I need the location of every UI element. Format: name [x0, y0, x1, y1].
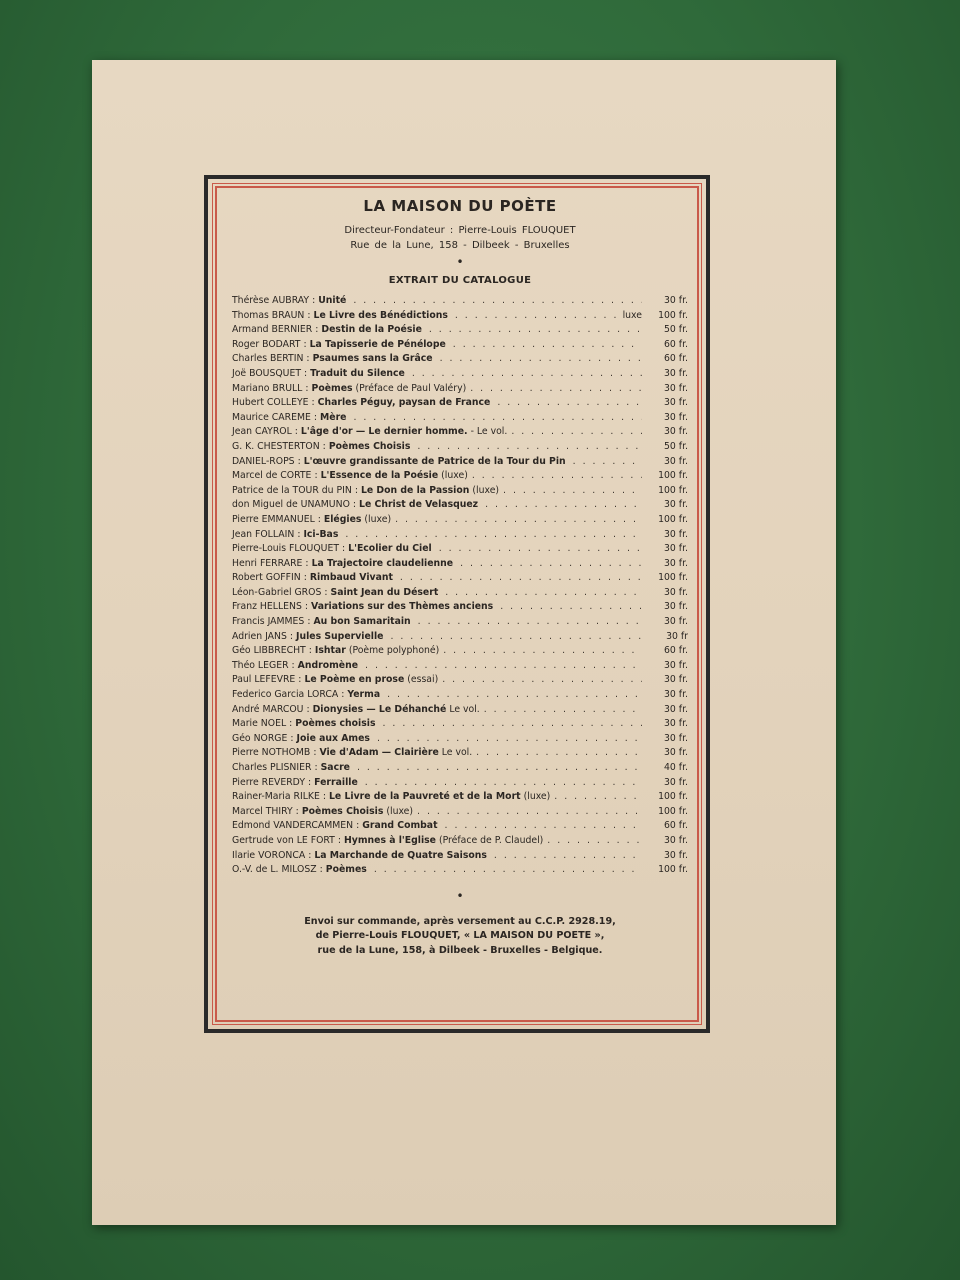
catalog-content [232, 197, 688, 958]
colon-separator: : [356, 820, 360, 832]
catalog-author: Charles PLISNIER [232, 762, 312, 773]
catalog-author: Edmond VANDERCAMMEN [232, 820, 354, 832]
catalog-work: Traduit du Silence [310, 367, 405, 379]
catalog-author: Franz HELLENS [232, 601, 302, 613]
bullet-divider: • [456, 255, 464, 269]
catalog-author: Thérèse AUBRAY [232, 295, 310, 306]
catalog-price: 30 fr. [664, 776, 688, 788]
colon-separator: : [303, 338, 307, 350]
catalog-entry [232, 485, 688, 500]
catalog-author: Géo LIBBRECHT [232, 645, 306, 657]
dot-leader [472, 747, 642, 758]
catalog-price: 30 fr. [664, 616, 688, 628]
colon-separator: : [307, 616, 311, 628]
catalog-note: (Préface de Paul Valéry) [355, 382, 467, 394]
catalog-price: 60 fr. [664, 820, 688, 832]
order-line-3: rue de la Lune, 158, à Dilbeek - Bruxelles - Belgique. [317, 944, 603, 956]
dot-leader [435, 543, 642, 554]
catalog-work: Psaumes sans la Grâce [312, 353, 433, 365]
catalog-price: 30 fr. [664, 411, 688, 423]
catalog-author: Maurice CAREME [232, 411, 311, 423]
catalog-author: Hubert COLLEYE [232, 397, 309, 409]
dot-leader [441, 820, 642, 831]
dot-leader [436, 353, 642, 364]
catalog-work: Ferraille [314, 776, 358, 788]
colon-separator: : [319, 864, 323, 876]
catalog-note: Le vol. [441, 747, 473, 759]
dot-leader [413, 806, 642, 817]
catalog-author: Marcel de CORTE [232, 470, 312, 482]
colon-separator: : [324, 586, 328, 598]
dot-leader [349, 412, 642, 423]
catalog-author: Marcel THIRY [232, 805, 293, 817]
colon-separator: : [337, 834, 341, 846]
catalog-author: André MARCOU [232, 703, 304, 715]
catalog-author: Armand BERNIER [232, 324, 313, 336]
catalog-entry [232, 689, 688, 704]
dot-leader [379, 718, 643, 729]
catalog-price: 30 fr. [664, 601, 688, 613]
catalog-work: Le Livre de la Pauvreté et de la Mort [329, 791, 521, 803]
catalog-author: Pierre EMMANUEL [232, 513, 315, 525]
catalog-author: Pierre-Louis FLOUQUET [232, 543, 340, 555]
catalog-work: Au bon Samaritain [313, 616, 411, 628]
catalog-author: Adrien JANS [232, 630, 287, 642]
catalog-work: Yerma [347, 689, 381, 701]
catalog-price: 50 fr. [664, 324, 688, 336]
colon-separator: : [291, 659, 295, 671]
catalog-entry [232, 295, 688, 310]
catalog-entry [232, 310, 688, 325]
catalog-work: Le Livre des Bénédictions [313, 309, 448, 321]
dot-leader [496, 601, 642, 612]
colon-separator: : [305, 557, 309, 569]
catalog-price: 30 fr. [664, 689, 688, 701]
colon-separator: : [313, 411, 318, 423]
colon-separator: : [308, 776, 312, 788]
colon-separator: : [294, 426, 298, 438]
catalog-entry [232, 543, 688, 558]
director-line: Directeur-Fondateur : Pierre-Louis FLOUQUET [344, 225, 576, 236]
colon-separator: : [314, 470, 318, 482]
colon-separator: : [354, 484, 358, 496]
dot-leader [481, 499, 642, 510]
catalog-work: Grand Combat [362, 820, 438, 832]
dot-leader [493, 397, 642, 408]
colon-separator: : [303, 572, 307, 584]
colon-separator: : [297, 455, 301, 467]
catalog-work: Poèmes Choisis [301, 805, 384, 817]
catalog-author: Roger BODART [232, 338, 301, 350]
catalog-work: Andromène [297, 659, 359, 671]
catalog-price: 30 fr. [664, 849, 688, 861]
catalog-work: Joie aux Ames [296, 732, 370, 744]
catalog-work: La Tapisserie de Pénélope [309, 338, 446, 350]
catalog-price: 100 fr. [658, 513, 688, 525]
catalog-work: Vie d'Adam — Clairière [319, 747, 439, 759]
catalog-author: Jean FOLLAIN [232, 528, 295, 540]
catalog-price: 30 fr. [664, 382, 688, 394]
dot-leader [414, 616, 642, 627]
catalog-work: L'Essence de la Poésie [320, 470, 439, 482]
colon-separator: : [304, 367, 308, 379]
colon-separator: : [342, 543, 346, 555]
catalog-entry [232, 762, 688, 777]
catalog-work: La Trajectoire claudelienne [311, 557, 454, 569]
dot-leader [408, 368, 642, 379]
catalog-work: L'œuvre grandissante de Patrice de la Tour du Pin [303, 455, 566, 467]
dot-leader [466, 383, 642, 394]
catalog-entry [232, 864, 688, 879]
colon-separator: : [311, 397, 315, 409]
catalog-note: (luxe) [472, 484, 500, 496]
catalog-entry [232, 499, 688, 514]
catalog-entry [232, 470, 688, 485]
catalog-work: Le Poème en prose [304, 674, 405, 686]
dot-leader [361, 660, 642, 671]
catalog-author: Robert GOFFIN [232, 572, 301, 584]
catalog-work: Elégies [323, 513, 362, 525]
catalog-entry [232, 514, 688, 529]
catalog-price: 100 fr. [658, 791, 688, 803]
catalog-price: 50 fr. [664, 440, 688, 452]
catalog-work: Saint Jean du Désert [330, 586, 439, 598]
catalog-work: L'Ecolier du Ciel [348, 543, 432, 555]
catalog-author: Géo NORGE [232, 732, 288, 744]
colon-separator: : [305, 382, 309, 394]
order-line-2: de Pierre-Louis FLOUQUET, « LA MAISON DU POETE », [315, 930, 605, 942]
catalog-price: 30 fr. [664, 295, 688, 306]
catalog-price: 100 fr. [658, 484, 688, 496]
catalog-entry [232, 353, 688, 368]
catalog-entry [232, 397, 688, 412]
catalog-entry [232, 558, 688, 573]
colon-separator: : [313, 747, 317, 759]
catalog-work: Charles Péguy, paysan de France [317, 397, 491, 409]
catalog-author: Pierre NOTHOMB [232, 747, 311, 759]
catalog-author: Léon-Gabriel GROS [232, 586, 322, 598]
catalog-price: 100 fr. [658, 572, 688, 584]
catalog-entry [232, 835, 688, 850]
catalog-entry [232, 733, 688, 748]
colon-separator: : [341, 689, 345, 701]
catalog-work: Dionysies — Le Déhanché [312, 703, 447, 715]
catalog-entry [232, 674, 688, 689]
catalog-work: Destin de la Poésie [321, 324, 422, 336]
catalog-entry [232, 747, 688, 762]
catalog-entry [232, 660, 688, 675]
catalog-price: 30 fr. [664, 586, 688, 598]
catalog-price: 60 fr. [664, 645, 688, 657]
section-heading: EXTRAIT DU CATALOGUE [388, 275, 532, 286]
catalog-price: 30 fr. [664, 718, 688, 730]
dot-leader [456, 558, 642, 569]
dot-leader [451, 310, 623, 321]
catalog-price: 100 fr. [658, 805, 688, 817]
catalog-work: Ishtar [314, 645, 346, 657]
colon-separator: : [352, 499, 357, 511]
catalog-note: (essai) [407, 674, 439, 686]
catalog-work: Ici-Bas [303, 528, 339, 540]
catalog-work: La Marchande de Quatre Saisons [314, 849, 487, 861]
colon-separator: : [308, 849, 312, 861]
dot-leader [373, 733, 642, 744]
colon-separator: : [322, 791, 326, 803]
catalog-price: 100 fr. [658, 309, 688, 321]
catalog-note: (Préface de P. Claudel) [438, 834, 544, 846]
catalog-author: Joë BOUSQUET [232, 367, 302, 379]
colon-separator: : [308, 645, 312, 657]
catalog-work: Poèmes [311, 382, 353, 394]
catalog-entry [232, 426, 688, 441]
catalog-work: Mère [320, 411, 347, 423]
publisher-title: LA MAISON DU POÈTE [363, 197, 557, 215]
address-line: Rue de la Lune, 158 - Dilbeek - Bruxelles [350, 240, 570, 251]
catalog-note: (luxe) [386, 805, 414, 817]
catalog-work: Poèmes Choisis [328, 440, 411, 452]
catalog-price: 30 fr. [664, 659, 688, 671]
dot-leader [499, 485, 642, 496]
dot-leader [370, 864, 642, 875]
catalog-author: Marie NOEL [232, 718, 287, 730]
dot-leader [507, 426, 642, 437]
catalog-author: don Miguel de UNAMUNO [232, 499, 350, 511]
catalog-entry [232, 441, 688, 456]
catalog-work: Hymnes à l'Eglise [344, 834, 436, 846]
catalog-author: Francis JAMMES [232, 616, 305, 628]
catalog-author: Thomas BRAUN [232, 309, 305, 321]
dot-leader [543, 835, 642, 846]
dot-leader [569, 456, 642, 467]
catalog-work: L'âge d'or — Le dernier homme. [300, 426, 468, 438]
catalog-entry [232, 456, 688, 471]
catalog-entry [232, 616, 688, 631]
catalog-author: DANIEL-ROPS [232, 455, 295, 467]
catalog-note: - Le vol. [470, 426, 508, 438]
catalog-author: Charles BERTIN [232, 353, 304, 365]
catalog-author: Paul LEFEVRE [232, 674, 296, 686]
colon-separator: : [298, 674, 302, 686]
catalog-price: 40 fr. [664, 762, 688, 773]
colon-separator: : [289, 718, 293, 730]
catalog-entry [232, 601, 688, 616]
catalog-entry [232, 368, 688, 383]
catalog-author: Rainer-Maria RILKE [232, 791, 320, 803]
colon-separator: : [317, 513, 321, 525]
catalog-entry [232, 791, 688, 806]
catalog-price: 60 fr. [664, 338, 688, 350]
catalog-work: Sacre [320, 762, 350, 773]
catalog-entry [232, 806, 688, 821]
dot-leader [361, 777, 642, 788]
colon-separator: : [314, 762, 318, 773]
catalog-work: Variations sur des Thèmes anciens [311, 601, 494, 613]
catalog-author: Gertrude von LE FORT [232, 834, 335, 846]
catalog-list [232, 295, 688, 879]
catalog-price: 30 fr. [664, 732, 688, 744]
catalog-entry [232, 339, 688, 354]
catalog-price: 30 fr. [664, 557, 688, 569]
catalog-frame [204, 175, 710, 1033]
catalog-price: 30 fr. [664, 426, 688, 438]
catalog-author: Mariano BRULL [232, 382, 303, 394]
dot-leader [386, 631, 642, 642]
catalog-entry [232, 718, 688, 733]
colon-separator: : [297, 528, 301, 540]
catalog-entry [232, 704, 688, 719]
dot-leader [550, 791, 642, 802]
colon-separator: : [312, 295, 316, 306]
dot-leader [425, 324, 642, 335]
catalog-entry [232, 412, 688, 427]
dot-leader [383, 689, 642, 700]
dot-leader [439, 645, 642, 656]
catalog-author: Ilarie VORONCA [232, 849, 306, 861]
catalog-price: 30 fr. [664, 543, 688, 555]
colon-separator: : [306, 703, 310, 715]
catalog-price: 30 fr. [664, 528, 688, 540]
dot-leader [341, 529, 642, 540]
catalog-author: Pierre REVERDY [232, 776, 306, 788]
catalog-work: Jules Supervielle [296, 630, 384, 642]
catalog-price: 30 fr [666, 630, 688, 642]
catalog-work: Rimbaud Vivant [309, 572, 393, 584]
dot-leader [438, 674, 642, 685]
catalog-note: (luxe) [364, 513, 392, 525]
colon-separator: : [306, 353, 310, 365]
catalog-author: Federico Garcia LORCA [232, 689, 339, 701]
bullet-divider-bottom: • [456, 888, 464, 903]
catalog-price: 60 fr. [664, 353, 688, 365]
colon-separator: : [290, 732, 294, 744]
catalog-author: G. K. CHESTERTON [232, 440, 320, 452]
colon-separator: : [289, 630, 294, 642]
catalog-work: Poèmes [325, 864, 367, 876]
catalog-entry [232, 631, 688, 646]
dot-leader [413, 441, 642, 452]
colon-separator: : [295, 805, 299, 817]
catalog-note: (luxe) [523, 791, 551, 803]
catalog-entry [232, 529, 688, 544]
catalog-price: 100 fr. [658, 864, 688, 876]
catalog-note: Le vol. [449, 703, 480, 715]
dot-leader [349, 295, 642, 306]
catalog-entry [232, 645, 688, 660]
catalog-price: 30 fr. [664, 397, 688, 409]
catalog-entry [232, 777, 688, 792]
dot-leader [441, 587, 642, 598]
catalog-note: (Poème polyphoné) [348, 645, 440, 657]
colon-separator: : [307, 309, 311, 321]
catalog-price: 30 fr. [664, 455, 688, 467]
catalog-author: Théo LEGER [232, 659, 289, 671]
catalog-entry [232, 572, 688, 587]
catalog-price: 30 fr. [664, 747, 688, 759]
colon-separator: : [315, 324, 319, 336]
catalog-author: Jean CAYROL [232, 426, 292, 438]
colon-separator: : [304, 601, 309, 613]
catalog-entry [232, 820, 688, 835]
catalog-note: (luxe) [441, 470, 468, 482]
catalog-work: Unité [318, 295, 347, 306]
catalog-price: 30 fr. [664, 834, 688, 846]
catalog-work: Le Don de la Passion [360, 484, 470, 496]
dot-leader [468, 470, 642, 481]
catalog-author: Henri FERRARE [232, 557, 303, 569]
order-info [232, 915, 688, 959]
dot-leader [353, 762, 642, 773]
dot-leader [396, 572, 642, 583]
dot-leader [480, 704, 642, 715]
catalog-entry [232, 850, 688, 865]
catalog-entry [232, 587, 688, 602]
catalog-entry [232, 383, 688, 398]
colon-separator: : [322, 440, 326, 452]
book-back-cover [92, 60, 836, 1225]
catalog-price: 30 fr. [664, 674, 688, 686]
dot-leader [391, 514, 642, 525]
dot-leader [490, 850, 642, 861]
catalog-price: 30 fr. [664, 703, 688, 715]
catalog-qualifier: luxe [622, 309, 642, 321]
catalog-price: 100 fr. [658, 470, 688, 482]
catalog-price: 30 fr. [664, 499, 688, 511]
dot-leader [449, 339, 642, 350]
catalog-work: Poèmes choisis [295, 718, 376, 730]
order-line-1: Envoi sur commande, après versement au C.C.P. 2928.19, [304, 915, 616, 927]
catalog-author: Patrice de la TOUR du PIN [232, 484, 352, 496]
catalog-price: 30 fr. [664, 367, 688, 379]
catalog-author: O.-V. de L. MILOSZ [232, 864, 317, 876]
catalog-entry [232, 324, 688, 339]
catalog-work: Le Christ de Velasquez [359, 499, 479, 511]
